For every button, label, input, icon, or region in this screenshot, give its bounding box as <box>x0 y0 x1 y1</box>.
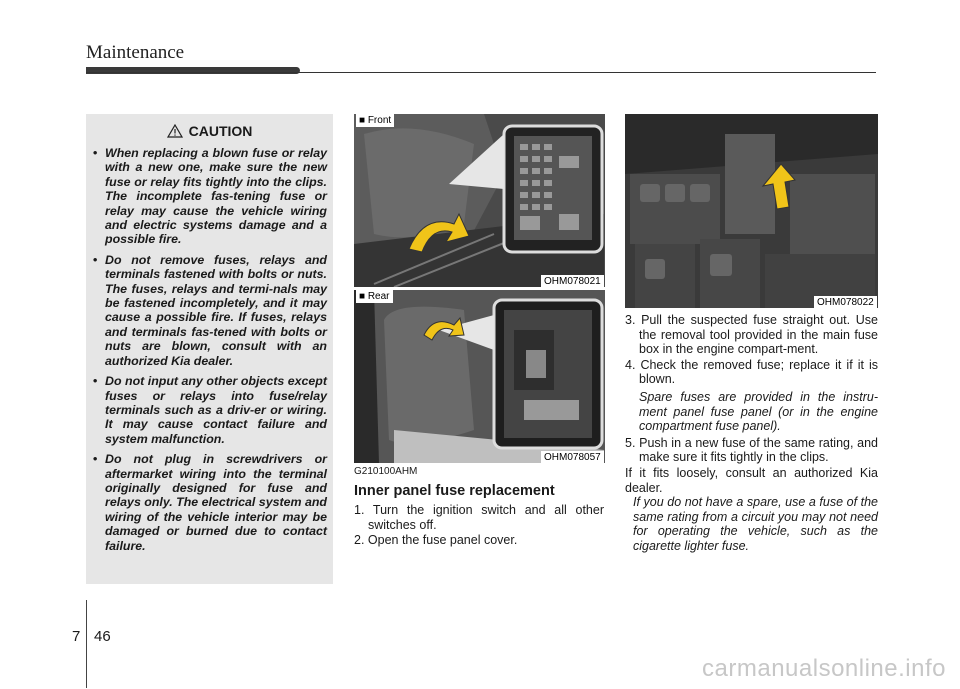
step-3: 3. Pull the suspected fuse straight out. Use the removal tool provided in the main fuse box in the engine compart-ment. <box>625 313 878 357</box>
caution-list <box>93 146 327 559</box>
figure-rear-fuse-panel <box>354 290 605 463</box>
figure-engine-code: OHM078022 <box>814 296 877 309</box>
header-rule-thin <box>86 72 876 73</box>
footer-divider <box>86 600 87 688</box>
warning-triangle-icon <box>167 124 183 141</box>
step-5: 5. Push in a new fuse of the same rating, and make sure it fits tightly in the clips. <box>625 435 878 465</box>
step-1: 1. Turn the ignition switch and all other switches off. <box>354 503 604 532</box>
chapter-number: 7 <box>72 628 81 645</box>
caution-item: • Do not plug in screwdrivers or aftermarket wiring into the terminal originally designed for fuse and relays only. The electrical system and wiring of the vehicle interior may be damaged or burned due to contact failure. <box>93 452 327 553</box>
figure-rear-code: OHM078057 <box>541 451 604 464</box>
step-2: 2. Open the fuse panel cover. <box>354 533 518 548</box>
figure-front-label: ■ Front <box>356 114 394 127</box>
engine-box-photo <box>625 114 878 308</box>
caution-title: CAUTION <box>188 123 253 139</box>
caution-item: • Do not input any other objects except fuses or relays into fuse/relay terminals such as a driv-er or wiring. It may cause contact failure and system malfunction. <box>93 374 327 446</box>
figure-rear-label: ■ Rear <box>356 290 393 303</box>
caution-box <box>86 114 333 584</box>
procedure-code: G210100AHM <box>354 466 418 477</box>
watermark: carmanualsonline.info <box>702 655 946 682</box>
rear-panel-photo <box>354 290 605 463</box>
figure-front-fuse-panel <box>354 114 605 287</box>
front-panel-photo <box>354 114 605 287</box>
caution-item: • When replacing a blown fuse or relay with a new one, make sure the new fuse or relay fits tightly into the clips. The incomplete fas-tening fuse or relay may cause the vehicle wiring and electric systems damage and a possible fire. <box>93 146 327 247</box>
step-4-note: Spare fuses are provided in the instru-ment panel fuse panel (or in the engine compartment fuse panel). <box>639 389 878 434</box>
caution-item: • Do not remove fuses, relays and terminals fastened with bolts or nuts. The fuses, relays and termi-nals may be fastened incompletely, and it may cause a possible fire. If fuses, relays and terminals fas-tened with bolts or nuts are blown, consult with an authorized Kia dealer. <box>93 253 327 368</box>
figure-front-code: OHM078021 <box>541 275 604 288</box>
procedure-heading: Inner panel fuse replacement <box>354 483 555 499</box>
procedure-column-1 <box>354 466 604 549</box>
procedure-column-2 <box>625 313 878 554</box>
spare-fuse-note: If you do not have a spare, use a fuse of the same rating from a circuit you may not need for operating the vehicle, such as the cigarette lighter fuse. <box>633 495 878 553</box>
figure-engine-fuse-box <box>625 114 878 308</box>
step-4: 4. Check the removed fuse; replace it if it is blown. <box>625 357 878 387</box>
loose-fit-note: If it fits loosely, consult an authorized Kia dealer. <box>625 465 878 495</box>
page-number: 46 <box>94 628 111 645</box>
section-title: Maintenance <box>86 42 185 63</box>
caution-heading <box>86 123 333 141</box>
